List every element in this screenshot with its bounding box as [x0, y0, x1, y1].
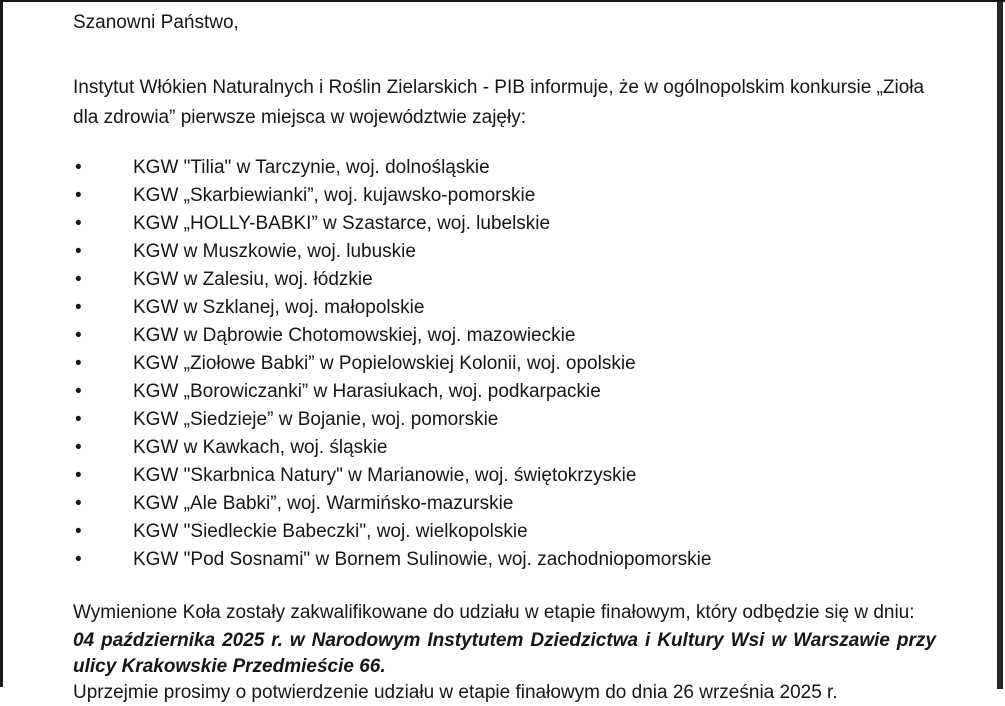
bullet-icon: • — [75, 409, 82, 430]
list-item — [73, 182, 936, 210]
bullet-icon: • — [75, 465, 82, 486]
truncated-next-line: Uprzejmie prosimy o potwierdzenie udziału w etapie finałowym do dnia 26 września 2025 r. — [73, 682, 838, 703]
bullet-icon: • — [75, 213, 82, 234]
list-item — [73, 294, 936, 322]
intro-paragraph: Instytut Włókien Naturalnych i Roślin Zielarskich - PIB informuje, że w ogólnopolskim konkursie „Zioła dla zdrowia” pierwsze miejsca w województwie zajęły: — [73, 77, 925, 128]
list-item — [73, 462, 936, 490]
list-item — [73, 378, 936, 406]
list-item — [73, 350, 936, 378]
list-item — [73, 518, 936, 546]
list-item — [73, 154, 936, 182]
winner-text: KGW „HOLLY-BABKI” w Szastarce, woj. lubelskie — [133, 213, 551, 234]
winner-text: KGW "Tilia" w Tarczynie, woj. dolnośląskie — [133, 157, 490, 178]
winner-text: KGW „Siedzieje” w Bojanie, woj. pomorskie — [133, 409, 499, 430]
list-item — [73, 490, 936, 518]
list-item — [73, 546, 936, 574]
bullet-icon: • — [75, 549, 82, 570]
list-item — [73, 210, 936, 238]
letter-body — [3, 8, 1005, 703]
bullet-icon: • — [75, 269, 82, 290]
winner-text: KGW "Pod Sosnami" w Bornem Sulinowie, woj. zachodniopomorskie — [133, 549, 712, 570]
bullet-icon: • — [75, 353, 82, 374]
bullet-icon: • — [75, 157, 82, 178]
bullet-icon: • — [75, 325, 82, 346]
winner-text: KGW „Ale Babki”, woj. Warmińsko-mazurskie — [133, 493, 514, 514]
bullet-icon: • — [75, 185, 82, 206]
winner-text: KGW w Kawkach, woj. śląskie — [133, 437, 388, 458]
list-item — [73, 238, 936, 266]
winner-text: KGW w Szklanej, woj. małopolskie — [133, 297, 425, 318]
list-item — [73, 266, 936, 294]
greeting-line: Szanowni Państwo, — [73, 12, 239, 33]
qualification-note: Wymienione Koła zostały zakwalifikowane do udziału w etapie finałowym, który odbędzie się w dniu: — [73, 602, 915, 623]
winner-text: KGW „Skarbiewianki”, woj. kujawsko-pomorskie — [133, 185, 536, 206]
bullet-icon: • — [75, 297, 82, 318]
winners-list — [73, 154, 936, 574]
winner-text: KGW w Muszkowie, woj. lubuskie — [133, 241, 416, 262]
event-details-bold: 04 października 2025 r. w Narodowym Instytutem Dziedzictwa i Kultury Wsi w Warszawie przy ulicy Krakowskie Przedmieście 66. — [73, 630, 936, 677]
list-item — [73, 406, 936, 434]
bullet-icon: • — [75, 493, 82, 514]
list-item — [73, 322, 936, 350]
winner-text: KGW "Siedleckie Babeczki", woj. wielkopolskie — [133, 521, 528, 542]
winner-text: KGW "Skarbnica Natury" w Marianowie, woj. świętokrzyskie — [133, 465, 637, 486]
list-item — [73, 434, 936, 462]
winner-text: KGW w Dąbrowie Chotomowskiej, woj. mazowieckie — [133, 325, 576, 346]
winner-text: KGW „Ziołowe Babki” w Popielowskiej Kolonii, woj. opolskie — [133, 353, 636, 374]
page-right-edge-divider — [997, 2, 1003, 689]
bullet-icon: • — [75, 437, 82, 458]
winner-text: KGW „Borowiczanki” w Harasiukach, woj. podkarpackie — [133, 381, 601, 402]
bullet-icon: • — [75, 521, 82, 542]
winner-text: KGW w Zalesiu, woj. łódzkie — [133, 269, 373, 290]
bullet-icon: • — [75, 241, 82, 262]
bullet-icon: • — [75, 381, 82, 402]
